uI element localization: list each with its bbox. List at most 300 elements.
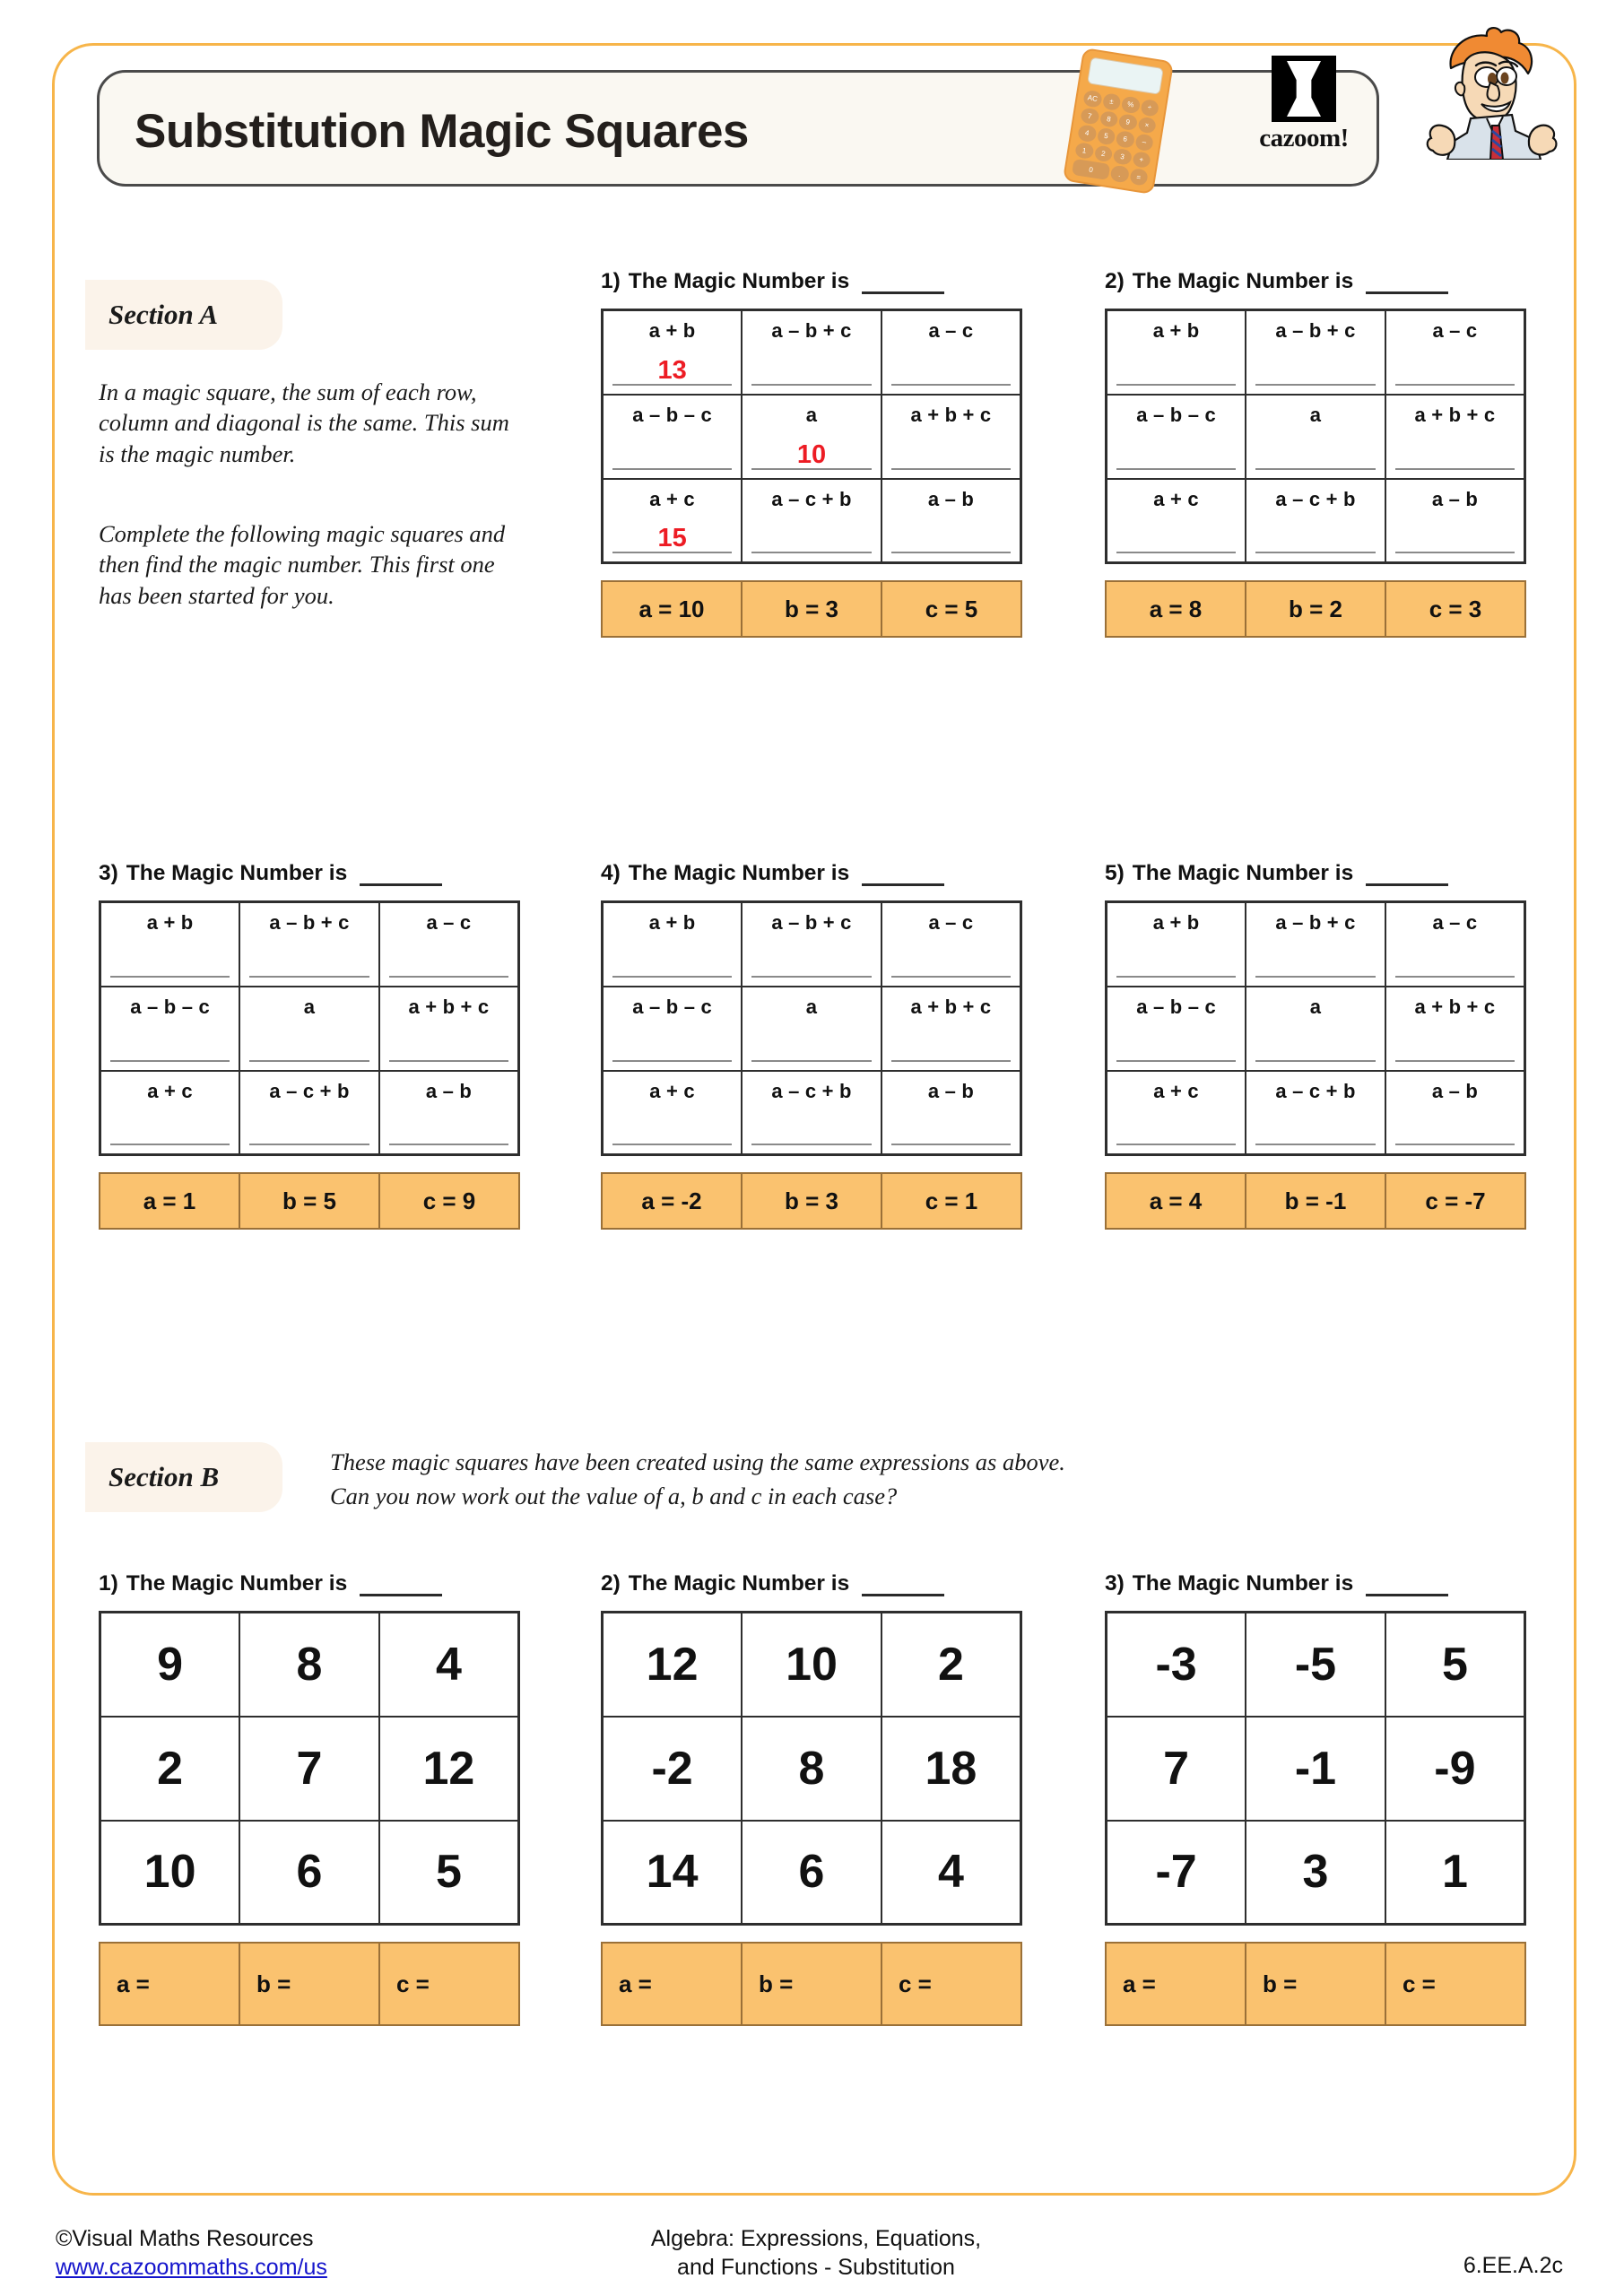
cell-answer-input[interactable] [612,1115,732,1145]
cell-expression: a – b + c [1275,319,1356,342]
magic-square-number-cell: 2 [100,1717,240,1821]
cell-answer-input[interactable]: 13 [612,355,732,386]
table-row [602,1943,1021,2025]
cell-expression: a + b + c [408,995,490,1018]
cell-expression: a – b [1431,487,1478,510]
cell-answer-input[interactable] [1116,355,1236,386]
variable-value-cell[interactable]: b = [239,1943,379,2025]
cell-expression: a + b + c [910,995,992,1018]
magic-square-cell [603,987,743,1071]
magic-number-heading [601,1571,1022,1611]
table-row [603,987,1021,1071]
magic-square-grid [99,900,520,1156]
calculator-key: 4 [1077,124,1097,142]
table-row [100,1173,519,1229]
table-row [1107,1071,1525,1155]
cell-answer-input[interactable]: 10 [751,439,872,470]
magic-number-label: The Magic Number is [1132,269,1354,293]
cell-answer-input[interactable] [891,523,1011,553]
footer [0,2224,1624,2296]
variable-value-cell[interactable]: b = [1246,1943,1385,2025]
magic-square-cell [1385,479,1525,563]
table-row [1107,395,1525,479]
section-a-question [601,269,1022,638]
cell-answer-input[interactable] [751,947,872,978]
magic-number-input[interactable] [1366,1594,1448,1596]
magic-square-cell [100,987,240,1071]
magic-square-cell [239,902,379,987]
variable-values-bar [99,1172,520,1230]
cell-answer-input[interactable] [1255,1031,1376,1062]
magic-number-label: The Magic Number is [1132,861,1354,885]
cell-expression: a – b – c [632,403,712,426]
table-row [603,479,1021,563]
magic-number-input[interactable] [1366,883,1448,886]
magic-square-cell [1246,395,1385,479]
magic-square-cell [881,902,1021,987]
intro-paragraph-1: In a magic square, the sum of each row, column and diagonal is the same. This sum is the magic number. [99,378,509,467]
magic-square-grid [1105,309,1526,564]
variable-value-cell[interactable]: b = [742,1943,881,2025]
cell-answer-input[interactable] [612,439,732,470]
magic-square-number-cell: 8 [239,1613,379,1717]
cell-expression: a + c [649,1079,695,1102]
section-b-question [601,1571,1022,2026]
cartoon-teacher-icon [1415,25,1568,160]
cell-answer-input[interactable] [1116,1031,1236,1062]
magic-square-cell [100,1071,240,1155]
magic-number-label: The Magic Number is [1132,1571,1354,1596]
magic-square-number-cell: 18 [881,1717,1021,1821]
cazoom-logo [1250,56,1358,156]
footer-topic [538,2224,1094,2282]
magic-square-number-cell: 4 [379,1613,519,1717]
cell-expression: a – b + c [771,319,852,342]
cell-answer-input[interactable] [389,947,508,978]
magic-square-cell [742,395,881,479]
page-title: Substitution Magic Squares [135,105,749,158]
cell-answer-input[interactable] [1255,439,1376,470]
magic-square-cell [603,479,743,563]
magic-number-heading [1105,1571,1526,1611]
magic-square-number-cell: 1 [1385,1821,1525,1925]
magic-number-input[interactable] [360,1594,442,1596]
calculator-key: 6 [1116,130,1135,148]
table-row [603,1071,1021,1155]
calculator-key: + [1132,151,1151,169]
table-row [100,902,519,987]
cell-answer-input[interactable] [891,1031,1011,1062]
cell-expression: a – c [928,319,974,342]
section-b-question [99,1571,520,2026]
calculator-keypad [1072,90,1159,187]
cell-answer-input[interactable] [612,1031,732,1062]
magic-square-cell [1385,310,1525,395]
cell-expression: a [805,403,818,426]
table-row [1107,310,1525,395]
cazoom-cup-logo-icon [1272,56,1336,122]
cell-answer-input[interactable] [1395,1031,1515,1062]
cazoom-wordmark: cazoom! [1259,124,1349,152]
table-row [1106,1943,1525,2025]
calculator-key: = [1129,168,1149,186]
footer-left [56,2224,327,2282]
calculator-key: × [1137,116,1157,134]
table-row [100,1943,519,2025]
cell-answer-input[interactable] [110,1031,230,1062]
magic-square-number-cell: 5 [379,1821,519,1925]
section-a-header [85,280,282,350]
table-row [603,1821,1021,1925]
magic-square-number-cell: -2 [603,1717,743,1821]
magic-square-cell [1246,310,1385,395]
magic-number-heading [601,861,1022,900]
variable-values-bar [1105,580,1526,638]
table-row [1106,581,1525,637]
magic-square-cell [1385,395,1525,479]
variable-value-cell[interactable]: a = [1106,1943,1246,2025]
variable-value-cell: a = 1 [100,1173,239,1229]
table-row [100,1717,519,1821]
cell-expression: a [303,995,316,1018]
question-number: 3) [99,861,118,885]
cell-expression: a – b [1431,1079,1478,1102]
copyright-text: ©Visual Maths Resources [56,2226,314,2251]
magic-number-input[interactable] [1366,291,1448,294]
cell-expression: a – b + c [269,911,350,934]
cell-expression: a – c [1432,911,1478,934]
cell-answer-input[interactable] [891,947,1011,978]
variable-value-cell: b = 3 [742,1173,881,1229]
cell-answer-input[interactable] [110,947,230,978]
magic-square-cell [603,902,743,987]
magic-square-number-cell: 10 [100,1821,240,1925]
table-row [1107,1613,1525,1717]
magic-square-cell [742,479,881,563]
magic-square-number-cell: -5 [1246,1613,1385,1717]
magic-square-number-cell: 2 [881,1613,1021,1717]
section-b-question [1105,1571,1526,2026]
cell-expression: a – c + b [771,1079,852,1102]
cell-answer-input[interactable] [751,1115,872,1145]
variable-value-cell[interactable]: a = [602,1943,742,2025]
magic-square-cell [1107,987,1246,1071]
magic-square-number-cell: -7 [1107,1821,1246,1925]
magic-square-cell [603,395,743,479]
variable-values-bar [601,1172,1022,1230]
cell-answer-input[interactable] [389,1115,508,1145]
calculator-key: 0 [1072,159,1110,180]
cell-expression: a – b – c [632,995,712,1018]
variable-value-cell: c = 3 [1385,581,1525,637]
question-number: 1) [601,269,621,293]
magic-square-cell [1107,310,1246,395]
magic-square-number-cell: 14 [603,1821,743,1925]
cell-expression: a [1309,995,1322,1018]
magic-square-number-cell: 12 [603,1613,743,1717]
cell-expression: a [1309,403,1322,426]
cell-expression: a + c [1153,487,1199,510]
calculator-key: 9 [1118,113,1138,131]
magic-square-cell [1385,987,1525,1071]
table-row [603,902,1021,987]
variable-value-cell: c = 1 [881,1173,1021,1229]
variable-values-bar [1105,1942,1526,2026]
cell-answer-input[interactable] [249,1031,369,1062]
magic-square-number-cell: 8 [742,1717,881,1821]
cell-expression: a + b [648,911,696,934]
cell-expression: a – c [928,911,974,934]
magic-square-cell [881,1071,1021,1155]
variable-values-bar [99,1942,520,2026]
magic-number-heading [99,1571,520,1611]
magic-square-cell [1107,1071,1246,1155]
variable-value-cell[interactable]: c = [379,1943,519,2025]
table-row [602,581,1021,637]
section-a-question [1105,269,1526,638]
cell-expression: a – b + c [771,911,852,934]
magic-square-number-grid [601,1611,1022,1926]
table-row [100,1613,519,1717]
cell-expression: a [805,995,818,1018]
question-number: 1) [99,1571,118,1596]
magic-square-grid [1105,900,1526,1156]
magic-square-number-cell: 4 [881,1821,1021,1925]
cell-answer-input[interactable] [612,947,732,978]
table-row [100,1821,519,1925]
question-number: 5) [1105,861,1125,885]
question-number: 4) [601,861,621,885]
section-b-note [330,1446,1406,1513]
section-a-question [1105,861,1526,1230]
cell-answer-input[interactable] [891,1115,1011,1145]
magic-number-input[interactable] [862,291,944,294]
magic-square-number-cell: 6 [742,1821,881,1925]
variable-value-cell: b = 3 [742,581,881,637]
cell-answer-input[interactable] [1395,947,1515,978]
magic-square-cell [881,310,1021,395]
cell-answer-input[interactable] [751,1031,872,1062]
magic-square-grid [601,309,1022,564]
magic-square-number-cell: 10 [742,1613,881,1717]
magic-square-cell [1246,479,1385,563]
table-row [1107,902,1525,987]
magic-square-cell [742,902,881,987]
cell-answer-input[interactable] [389,1031,508,1062]
cell-answer-input[interactable] [751,523,872,553]
variable-values-bar [601,1942,1022,2026]
cell-answer-input[interactable] [110,1115,230,1145]
table-row [603,1613,1021,1717]
cell-expression: a – c + b [1275,1079,1356,1102]
magic-square-cell [742,987,881,1071]
calculator-key: 1 [1074,142,1094,160]
magic-square-cell [379,902,519,987]
magic-square-grid [601,900,1022,1156]
magic-square-cell [1385,902,1525,987]
magic-number-label: The Magic Number is [126,861,348,885]
cell-answer-input[interactable] [1395,1115,1515,1145]
cell-answer-input[interactable] [1255,947,1376,978]
cell-answer-input[interactable] [1116,523,1236,553]
variable-value-cell[interactable]: a = [100,1943,239,2025]
calculator-key: AC [1082,90,1102,108]
variable-value-cell: b = 5 [239,1173,379,1229]
variable-value-cell: a = 4 [1106,1173,1246,1229]
section-b-note-line-1: These magic squares have been created using the same expressions as above. [330,1448,1065,1475]
calculator-key: 8 [1099,110,1118,128]
variable-value-cell[interactable]: c = [1385,1943,1525,2025]
cell-expression: a – b – c [1136,995,1216,1018]
section-a-question [601,861,1022,1230]
cell-answer-input[interactable] [751,355,872,386]
cell-answer-input[interactable]: 15 [612,523,732,553]
question-number: 2) [1105,269,1125,293]
cell-expression: a – c + b [269,1079,350,1102]
cell-expression: a – b [927,487,974,510]
cell-expression: a – c [1432,319,1478,342]
variable-value-cell: c = -7 [1385,1173,1525,1229]
standard-code: 6.EE.A.2c [1463,2253,1563,2278]
cell-expression: a + c [147,1079,193,1102]
table-row [100,987,519,1071]
magic-square-cell [881,395,1021,479]
table-row [1107,1821,1525,1925]
magic-square-number-cell: 9 [100,1613,240,1717]
table-row [1107,1717,1525,1821]
section-b-header [85,1442,282,1512]
magic-square-cell [1107,479,1246,563]
topic-line-2: and Functions - Substitution [677,2255,955,2280]
magic-number-heading [601,269,1022,309]
magic-square-cell [379,987,519,1071]
cell-answer-input[interactable] [1395,355,1515,386]
magic-square-number-grid [1105,1611,1526,1926]
magic-square-cell [100,902,240,987]
cell-answer-input[interactable] [1116,439,1236,470]
calculator-key: ± [1102,92,1122,110]
section-b-label: Section B [109,1461,220,1492]
magic-square-number-cell: 12 [379,1717,519,1821]
cell-expression: a + b [1152,911,1200,934]
calculator-key: . [1110,165,1130,183]
section-b-note-line-2: Can you now work out the value of a, b and c in each case? [330,1482,898,1509]
magic-square-cell [603,1071,743,1155]
magic-square-number-cell: -1 [1246,1717,1385,1821]
cell-answer-input[interactable] [1255,523,1376,553]
intro-paragraph-2: Complete the following magic squares and then find the magic number. This first one has been started for you. [99,520,506,609]
magic-square-number-cell: -9 [1385,1717,1525,1821]
cell-expression: a – b [425,1079,472,1102]
cell-answer-input[interactable] [249,947,369,978]
magic-number-heading [1105,861,1526,900]
calculator-key: 3 [1113,148,1133,166]
calculator-key: % [1121,96,1141,114]
magic-square-cell [1107,902,1246,987]
table-row [100,1071,519,1155]
magic-number-label: The Magic Number is [628,861,850,885]
variable-value-cell[interactable]: c = [881,1943,1021,2025]
cell-expression: a + c [649,487,695,510]
calculator-key: ÷ [1140,99,1159,117]
cell-answer-input[interactable] [1395,523,1515,553]
table-row [602,1173,1021,1229]
cell-expression: a – c [426,911,472,934]
question-number: 3) [1105,1571,1125,1596]
calculator-key: 2 [1093,144,1113,162]
magic-square-cell [881,479,1021,563]
magic-number-label: The Magic Number is [628,1571,850,1596]
calculator-key: – [1134,134,1154,152]
magic-square-number-cell: 7 [239,1717,379,1821]
variable-value-cell: c = 5 [881,581,1021,637]
cell-expression: a + b + c [1414,403,1496,426]
website-link[interactable]: www.cazoommaths.com/us [56,2255,327,2280]
cell-answer-input[interactable] [1395,439,1515,470]
magic-square-cell [1246,987,1385,1071]
magic-number-label: The Magic Number is [126,1571,348,1596]
section-a-question [99,861,520,1230]
variable-value-cell: b = -1 [1246,1173,1385,1229]
magic-square-cell [742,1071,881,1155]
cell-answer-input[interactable] [1116,947,1236,978]
magic-square-cell [1246,1071,1385,1155]
magic-square-cell [239,1071,379,1155]
cell-answer-input[interactable] [249,1115,369,1145]
magic-square-cell [1107,395,1246,479]
section-a-label: Section A [109,299,219,330]
magic-number-input[interactable] [862,883,944,886]
magic-square-number-cell: 3 [1246,1821,1385,1925]
magic-square-cell [881,987,1021,1071]
cell-answer-input[interactable] [1116,1115,1236,1145]
magic-square-number-cell: 7 [1107,1717,1246,1821]
cell-answer-input[interactable] [891,439,1011,470]
magic-square-cell [742,310,881,395]
cell-expression: a – b + c [1275,911,1356,934]
cell-expression: a – c + b [1275,487,1356,510]
variable-value-cell: c = 9 [379,1173,519,1229]
variable-value-cell: b = 2 [1246,581,1385,637]
magic-square-cell [379,1071,519,1155]
cell-expression: a + b [1152,319,1200,342]
cell-answer-input[interactable] [891,355,1011,386]
magic-number-input[interactable] [862,1594,944,1596]
magic-number-heading [99,861,520,900]
table-row [1106,1173,1525,1229]
variable-values-bar [601,580,1022,638]
table-row [603,1717,1021,1821]
cell-answer-input[interactable] [1255,1115,1376,1145]
magic-number-input[interactable] [360,883,442,886]
table-row [603,395,1021,479]
magic-square-cell [239,987,379,1071]
magic-number-heading [1105,269,1526,309]
magic-square-cell [603,310,743,395]
question-number: 2) [601,1571,621,1596]
topic-line-1: Algebra: Expressions, Equations, [650,2226,982,2251]
magic-square-number-cell: 5 [1385,1613,1525,1717]
cell-expression: a + b + c [1414,995,1496,1018]
magic-square-cell [1246,902,1385,987]
cell-answer-input[interactable] [1255,355,1376,386]
variable-value-cell: a = -2 [602,1173,742,1229]
calculator-key: 5 [1096,127,1116,145]
magic-square-number-grid [99,1611,520,1926]
variable-values-bar [1105,1172,1526,1230]
cell-expression: a – b [927,1079,974,1102]
table-row [603,310,1021,395]
